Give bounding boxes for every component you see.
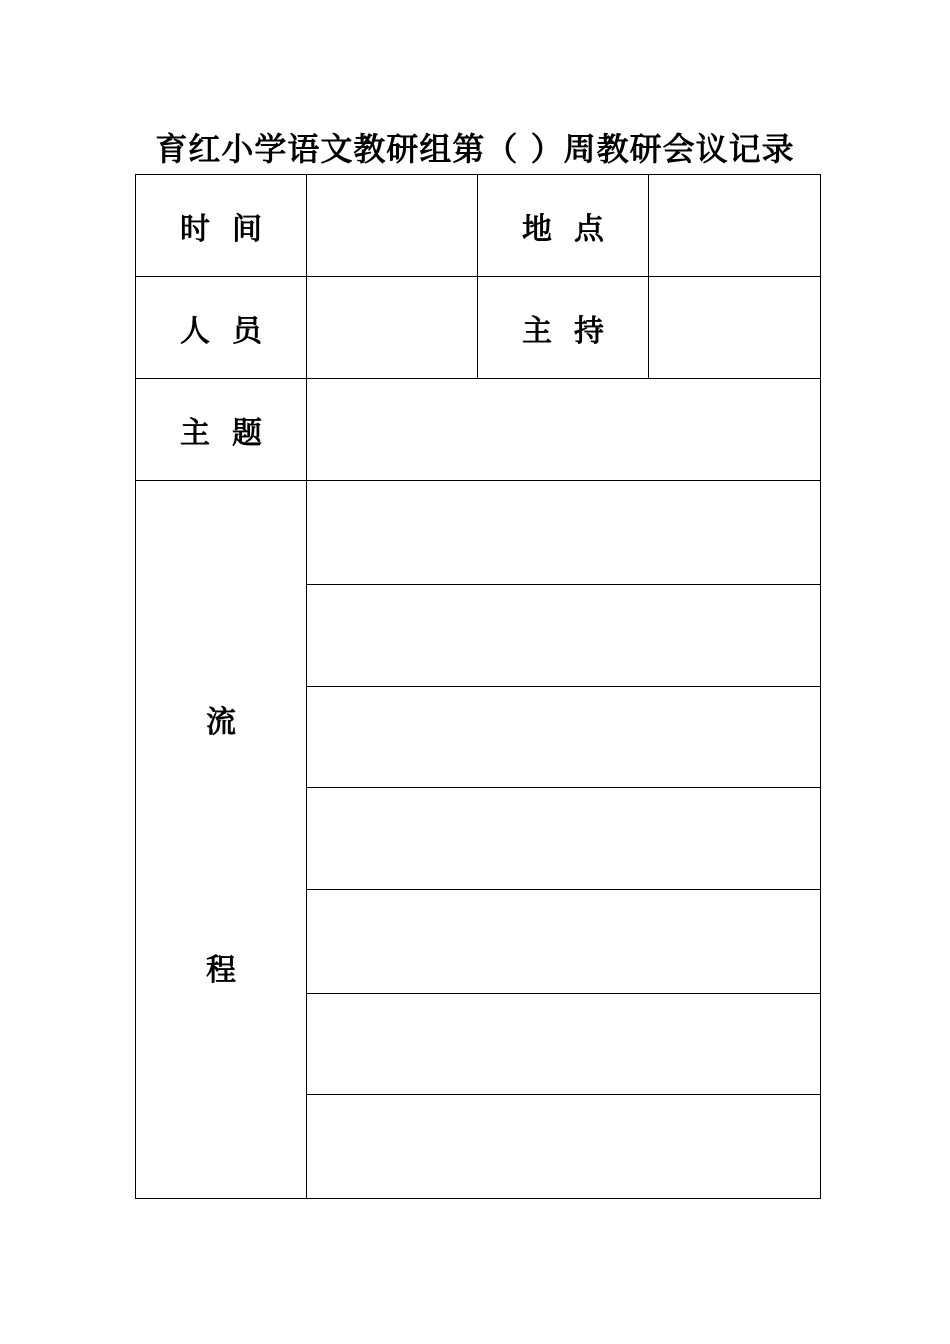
time-label: 时 间 <box>136 175 307 277</box>
flow-step-cell-7[interactable] <box>307 1095 821 1199</box>
flow-step-cell-2[interactable] <box>307 585 821 687</box>
topic-value-cell[interactable] <box>307 379 821 481</box>
meeting-record-table <box>135 174 821 1199</box>
time-value-cell[interactable] <box>307 175 478 277</box>
people-value-cell[interactable] <box>307 277 478 379</box>
place-value-cell[interactable] <box>649 175 821 277</box>
flow-step-cell-6[interactable] <box>307 994 821 1095</box>
place-label: 地 点 <box>478 175 649 277</box>
people-label: 人 员 <box>136 277 307 379</box>
flow-step-cell-5[interactable] <box>307 890 821 994</box>
flow-step-cell-3[interactable] <box>307 687 821 788</box>
flow-step-cell-1[interactable] <box>307 481 821 585</box>
host-value-cell[interactable] <box>649 277 821 379</box>
flow-label <box>136 481 307 1199</box>
flow-label-char-1: 流 <box>206 705 236 740</box>
flow-step-cell-4[interactable] <box>307 788 821 890</box>
topic-label: 主 题 <box>136 379 307 481</box>
page-title: 育红小学语文教研组第（ ）周教研会议记录 <box>155 130 795 168</box>
flow-label-char-2: 程 <box>206 953 236 988</box>
host-label: 主 持 <box>478 277 649 379</box>
